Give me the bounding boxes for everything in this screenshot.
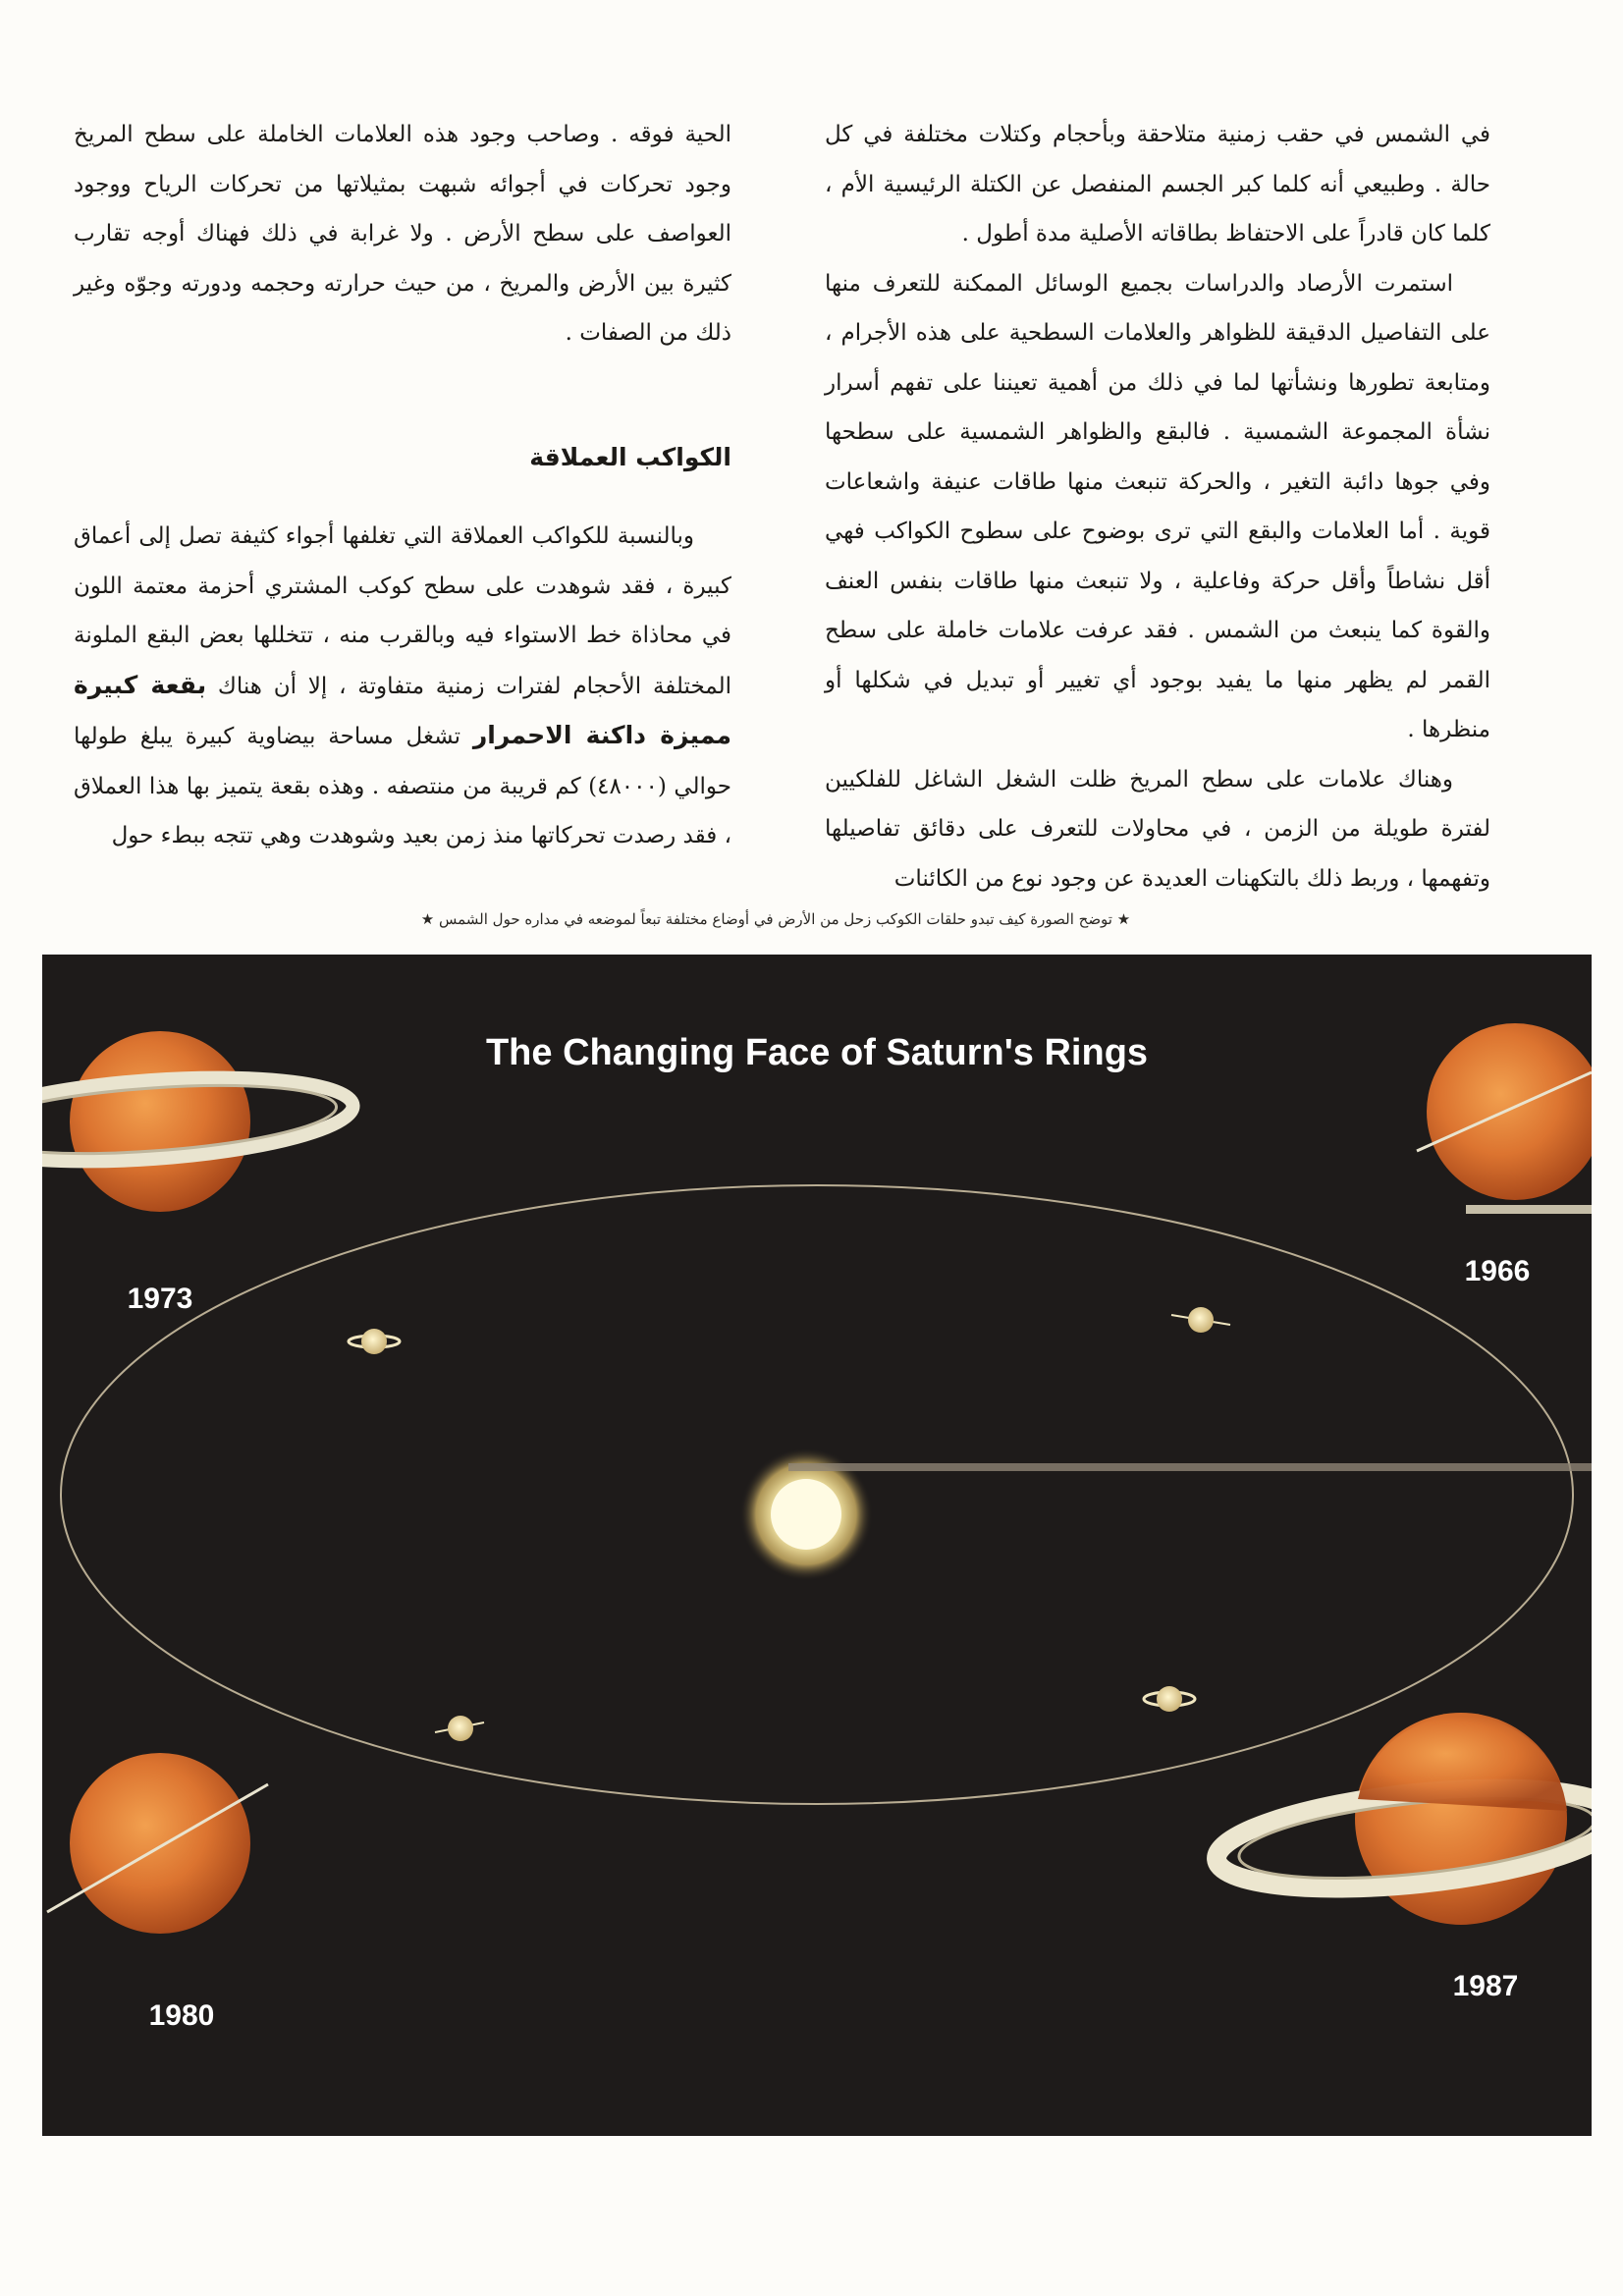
article-paragraph: الحية فوقه . وصاحب وجود هذه العلامات الخاملة على سطح المريخ وجود تحركات في أجوائه شبهت بمثيلاتها من تحركات الرياح ووجود العواصف على سطح الأرض . ولا غرابة في ذلك فهناك أوجه تقارب كثيرة بين الأرض والمريخ ، من حيث حرارته وحجمه ودورته وجوّه وغير ذلك من الصفات .	[74, 122, 731, 346]
figure-title: The Changing Face of Saturn's Rings	[485, 1032, 1149, 1073]
scan-streak	[788, 1463, 1592, 1471]
highlighted-term: بقعة كبيرة مميزة داكنة الاحمرار	[74, 670, 732, 749]
article-right-column	[825, 110, 1490, 903]
article-left-column	[74, 110, 731, 861]
section-heading: الكواكب العملاقة	[529, 442, 731, 471]
article-paragraph: استمرت الأرصاد والدراسات بجميع الوسائل الممكنة للتعرف منها على التفاصيل الدقيقة للظواهر والعلامات السطحية على هذه الأجرام ، ومتابعة تطورها ونشأتها لما في ذلك من أهمية تعيننا على تفهم أسرار نشأة المجموعة الشمسية . فالبقع والظواهر الشمسية على سطحها وفي جوها دائبة التغير ، والحركة تنبعث منها طاقات عنيفة واشعاعات قوية . أما العلامات والبقع التي ترى بوضوح على سطوح الكواكب فهي أقل نشاطاً وأقل حركة وفاعلية ، ولا تنبعث منها طاقات بنفس العنف والقوة كما ينبعث من الشمس . فقد عرفت علامات خاملة على سطح القمر لم يظهر منها ما يفيد بوجود أي تغيير أو تبديل في شكلها أو منظرها .	[825, 270, 1491, 742]
article-paragraph: في الشمس في حقب زمنية متلاحقة وبأحجام وكتلات مختلفة في كل حالة . وطبيعي أنه كلما كبر الجسم المنفصل عن الكتلة الرئيسية الأم ، كلما كان قادراً على الاحتفاظ بطاقاته الأصلية مدة أطول .	[825, 122, 1490, 246]
year-label-1980: 1980	[148, 1999, 215, 2032]
figure-caption: ★ توضح الصورة كيف تبدو حلقات الكوكب زحل من الأرض في أوضاع مختلفة تبعاً لموضعه في مداره حول الشمس ★	[420, 910, 1131, 928]
year-label-1966: 1966	[1464, 1255, 1531, 1287]
saturn-rings-figure	[42, 955, 1592, 2136]
year-label-1973: 1973	[127, 1283, 193, 1315]
year-label-1987: 1987	[1452, 1970, 1519, 2002]
article-text: تشغل مساحة بيضاوية كبيرة يبلغ طولها حوالي (٤٨٠٠٠) كم قريبة من منتصفه . وهذه بقعة يتميز بها هذا العملاق ، فقد رصدت تحركاتها منذ زمن بعيد وشوهدت وهي تتجه ببطء حول	[74, 724, 731, 848]
article-paragraph	[74, 512, 731, 861]
article-text: وبالنسبة للكواكب العملاقة التي تغلفها أجواء كثيفة تصل إلى أعماق كبيرة ، فقد شوهدت على سطح كوكب المشتري أحزمة معتمة اللون في محاذاة خط الاستواء فيه وبالقرب منه ، تتخللها بعض البقع الملونة المختلفة الأحجام لفترات زمنية متفاوتة ، إلا أن هناك	[74, 523, 732, 699]
article-paragraph: وهناك علامات على سطح المريخ ظلت الشغل الشاغل للفلكيين لفترة طويلة من الزمن ، في محاولات للتعرف على دقائق تفاصيلها وتفهمها ، وربط ذلك بالتكهنات العديدة عن وجود نوع من الكائنات	[825, 766, 1490, 892]
